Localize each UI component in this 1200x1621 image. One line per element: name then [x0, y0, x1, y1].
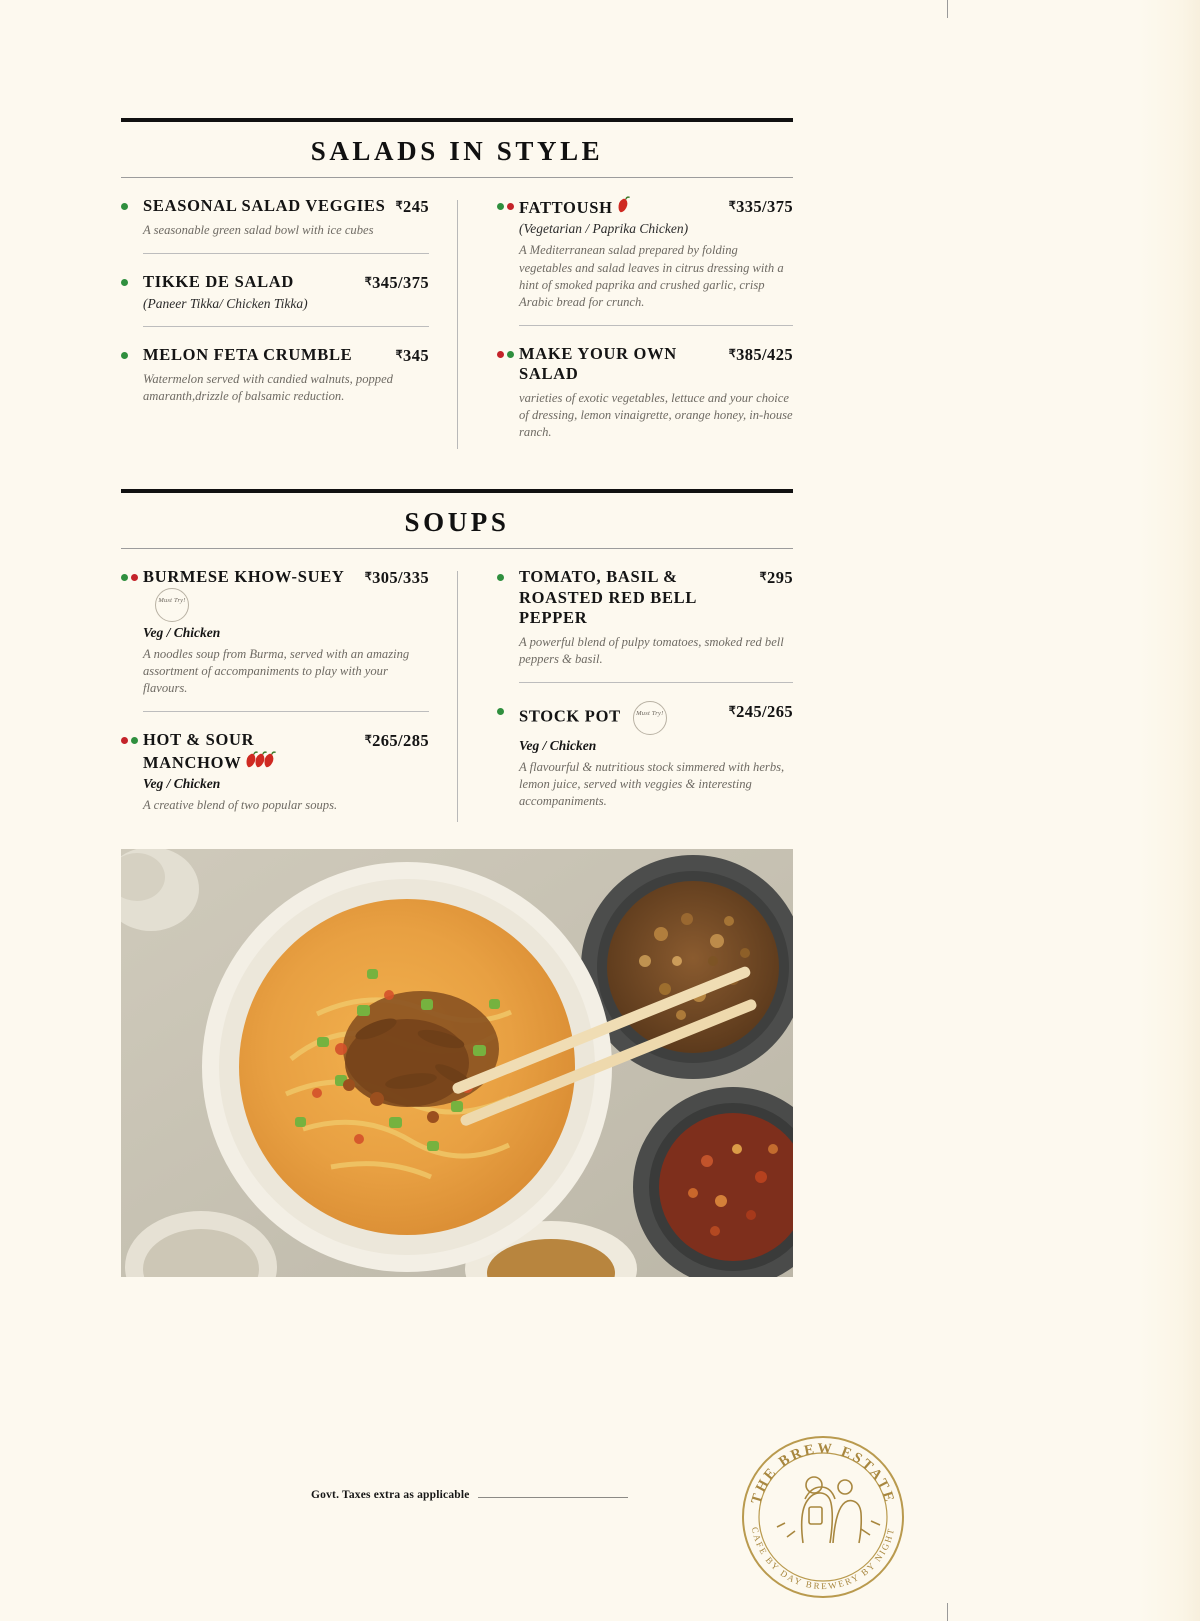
brand-logo: [735, 1425, 910, 1600]
item-price: [719, 345, 793, 365]
menu-item[interactable]: [497, 567, 793, 683]
left-column: [121, 196, 457, 459]
currency-symbol: ₹: [364, 734, 373, 747]
menu-item[interactable]: [121, 196, 429, 254]
item-divider: [519, 325, 793, 326]
item-divider: [143, 253, 429, 254]
menu-section: [121, 118, 793, 459]
section-title: SOUPS: [404, 507, 510, 538]
menu-item[interactable]: [497, 701, 793, 810]
section-title: SALADS IN STYLE: [310, 136, 604, 166]
svg-text:CAFE BY DAY BREWERY BY NIGHT: CAFE BY DAY BREWERY BY NIGHT: [749, 1526, 897, 1592]
diet-indicator: [121, 352, 128, 359]
item-name: HOT & SOUR MANCHOW: [143, 730, 255, 772]
price-value: 245/265: [736, 701, 793, 721]
diet-indicator: [497, 203, 514, 210]
item-name: STOCK POT: [519, 706, 621, 726]
currency-symbol: ₹: [364, 276, 373, 289]
must-try-badge: Must Try!: [155, 588, 189, 622]
item-divider: [519, 682, 793, 683]
diet-indicator: [497, 351, 514, 358]
spicy-icon: [618, 196, 633, 214]
footer-divider: [478, 1497, 628, 1498]
price-value: 385/425: [736, 344, 793, 364]
price-value: 335/375: [736, 197, 793, 216]
currency-symbol: ₹: [395, 349, 404, 362]
currency-symbol: ₹: [728, 200, 737, 212]
item-name: TIKKE DE SALAD: [143, 272, 295, 292]
item-divider: [143, 711, 429, 712]
item-description: A creative blend of two popular soups.: [143, 797, 338, 812]
menu-section: [121, 489, 793, 832]
item-name: SEASONAL SALAD VEGGIES: [143, 196, 386, 215]
item-name: MELON FETA CRUMBLE: [143, 345, 353, 365]
item-description: A flavourful & nutritious stock simmered with herbs, lemon juice, served with veggies & interesting accompaniments.: [519, 759, 785, 809]
item-variant: (Paneer Tikka/ Chicken Tikka): [143, 296, 308, 312]
diet-indicator: [121, 574, 138, 581]
item-price: [355, 731, 429, 751]
page-edge-shading: [1140, 0, 1200, 1621]
item-name: TOMATO, BASIL & ROASTED RED BELL PEPPER: [519, 567, 697, 628]
menu-item[interactable]: [497, 196, 793, 326]
price-value: 345: [403, 346, 429, 366]
item-variant: Veg / Chicken: [143, 775, 221, 791]
menu-item[interactable]: [497, 344, 793, 441]
section-bottom-rule: [121, 548, 793, 549]
item-price: [355, 568, 429, 588]
currency-symbol: ₹: [728, 704, 737, 717]
item-description: A powerful blend of pulpy tomatoes, smoked red bell peppers & basil.: [519, 634, 784, 666]
price-value: 265/285: [372, 731, 429, 751]
spicy-icon: [246, 751, 279, 769]
menu-item[interactable]: [121, 345, 429, 405]
item-variant: Veg / Chicken: [519, 737, 597, 753]
item-price: [719, 702, 793, 722]
diet-indicator: [121, 737, 138, 744]
section-bottom-rule: [121, 177, 793, 178]
tax-note: Govt. Taxes extra as applicable: [311, 1489, 470, 1501]
price-value: 345/375: [372, 273, 429, 293]
item-description: A Mediterranean salad prepared by folding vegetables and salad leaves in citrus dressing with a hint of smoked paprika and crushed garlic, crisp Arabic bread for crunch.: [519, 243, 784, 309]
svg-text:THE BREW ESTATE: THE BREW ESTATE: [748, 1440, 898, 1506]
column-divider: [457, 571, 458, 822]
item-name: MAKE YOUR OWN SALAD: [519, 343, 677, 384]
menu-item[interactable]: [121, 567, 429, 712]
menu-item[interactable]: [121, 272, 429, 327]
item-name: BURMESE KHOW-SUEY: [143, 567, 345, 587]
item-divider: [143, 326, 429, 327]
diet-indicator: [121, 203, 128, 210]
item-description: A seasonable green salad bowl with ice cubes: [143, 223, 374, 237]
diet-indicator: [497, 574, 504, 581]
item-description: A noodles soup from Burma, served with an amazing assortment of accompaniments to play with your flavours.: [143, 646, 410, 695]
column-divider: [457, 200, 458, 449]
section-columns: [121, 567, 793, 832]
currency-symbol: ₹: [364, 571, 373, 584]
item-variant: Veg / Chicken: [143, 624, 221, 640]
price-value: 305/335: [372, 568, 429, 588]
price-value: 245: [403, 197, 429, 216]
diet-indicator: [121, 279, 128, 286]
right-column: [457, 196, 793, 459]
item-description: varieties of exotic vegetables, lettuce and your choice of dressing, lemon vinaigrette, orange honey, in-house ranch.: [519, 390, 793, 440]
menu-item[interactable]: [121, 730, 429, 814]
diet-indicator: [497, 708, 504, 715]
currency-symbol: ₹: [728, 347, 737, 360]
currency-symbol: ₹: [395, 200, 404, 212]
left-column: [121, 567, 457, 832]
item-name: FATTOUSH: [519, 198, 613, 217]
item-price: [386, 346, 429, 366]
price-value: 295: [767, 568, 793, 588]
section-columns: [121, 196, 793, 459]
currency-symbol: ₹: [759, 571, 768, 584]
must-try-badge: Must Try!: [633, 701, 667, 735]
right-column: [457, 567, 793, 832]
item-price: [386, 197, 429, 217]
item-description: Watermelon served with candied walnuts, popped amaranth,drizzle of balsamic reduction.: [143, 372, 393, 404]
item-price: [355, 273, 429, 293]
item-variant: (Vegetarian / Paprika Chicken): [519, 221, 689, 237]
dish-photo: [121, 849, 793, 1277]
item-price: [719, 197, 793, 217]
menu-content: [121, 118, 793, 836]
crop-mark-bottom: [947, 1603, 948, 1621]
item-price: [750, 568, 793, 588]
crop-mark-top: [947, 0, 948, 18]
